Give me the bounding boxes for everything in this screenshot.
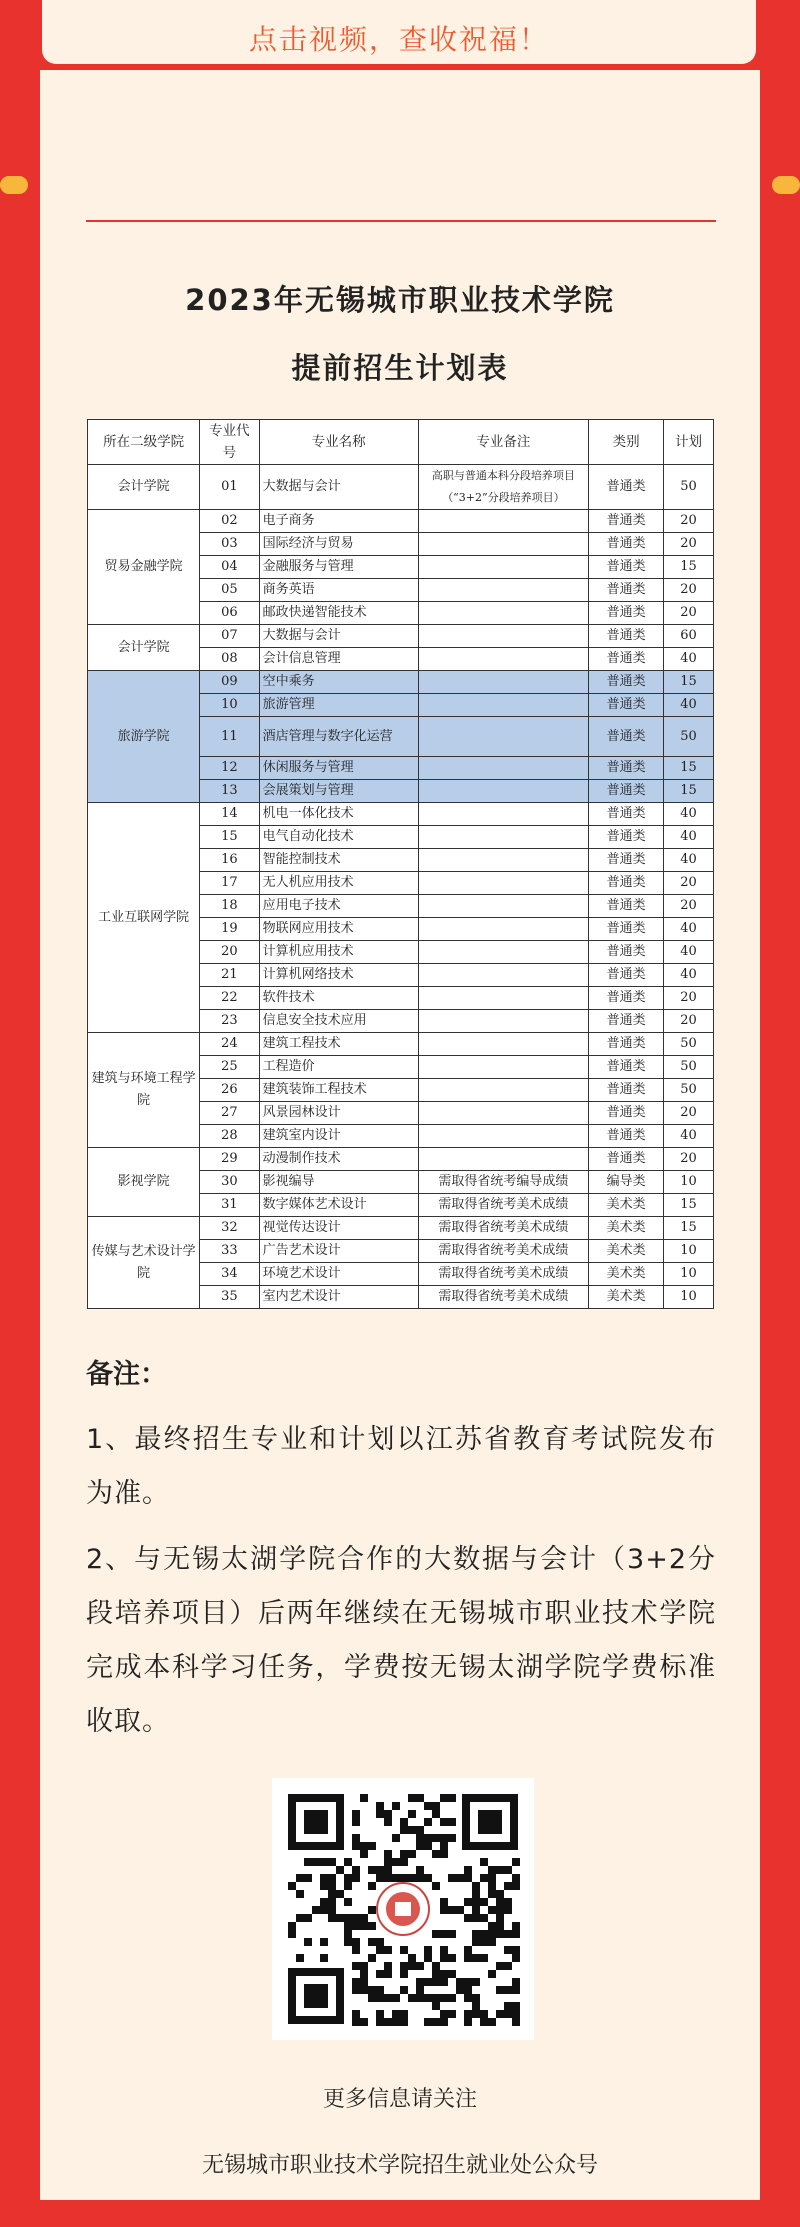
type-cell: 普通类: [589, 1010, 664, 1033]
name-cell: 电气自动化技术: [259, 826, 418, 849]
type-cell: 普通类: [589, 602, 664, 625]
note-cell: [418, 671, 589, 694]
name-cell: 信息安全技术应用: [259, 1010, 418, 1033]
type-cell: 美术类: [589, 1217, 664, 1240]
header-plan: 计划: [664, 420, 714, 465]
name-cell: 邮政快递智能技术: [259, 602, 418, 625]
type-cell: 美术类: [589, 1194, 664, 1217]
page-title: 2023年无锡城市职业技术学院: [185, 283, 615, 317]
table-header-row: [88, 420, 714, 465]
plan-cell: 15: [664, 757, 714, 780]
plan-cell: 20: [664, 987, 714, 1010]
type-cell: 美术类: [589, 1286, 664, 1309]
name-cell: 智能控制技术: [259, 849, 418, 872]
code-cell: 34: [200, 1263, 259, 1286]
plan-cell: 20: [664, 895, 714, 918]
code-cell: 13: [200, 780, 259, 803]
note-item: 2、与无锡太湖学院合作的大数据与会计（3+2分段培养项目）后两年继续在无锡城市职业技术学院完成本科学习任务，学费按无锡太湖学院学费标准收取。: [86, 1544, 716, 1737]
code-cell: 08: [200, 648, 259, 671]
note-cell: 需取得省统考编导成绩: [418, 1171, 589, 1194]
code-cell: 17: [200, 872, 259, 895]
college-cell: 建筑与环境工程学院: [88, 1033, 200, 1148]
page-subtitle: 提前招生计划表: [291, 351, 509, 385]
plan-cell: 20: [664, 602, 714, 625]
name-cell: 物联网应用技术: [259, 918, 418, 941]
note-cell: [418, 803, 589, 826]
type-cell: 普通类: [589, 803, 664, 826]
code-cell: 30: [200, 1171, 259, 1194]
name-cell: 金融服务与管理: [259, 556, 418, 579]
left-ornament: [0, 176, 28, 194]
header-note: 专业备注: [418, 420, 589, 465]
note-cell: [418, 602, 589, 625]
plan-cell: 10: [664, 1240, 714, 1263]
type-cell: 普通类: [589, 941, 664, 964]
note-cell: [418, 510, 589, 533]
table-row: [88, 1033, 714, 1056]
note-cell: [418, 941, 589, 964]
plan-cell: 20: [664, 579, 714, 602]
name-cell: 大数据与会计: [259, 625, 418, 648]
plan-cell: 40: [664, 941, 714, 964]
plan-cell: 50: [664, 1056, 714, 1079]
code-cell: 02: [200, 510, 259, 533]
name-cell: 机电一体化技术: [259, 803, 418, 826]
note-cell: [418, 849, 589, 872]
name-cell: 建筑装饰工程技术: [259, 1079, 418, 1102]
table-row: [88, 671, 714, 694]
note-cell: [418, 648, 589, 671]
type-cell: 普通类: [589, 1148, 664, 1171]
table-row: [88, 625, 714, 648]
table-row: [88, 1148, 714, 1171]
code-cell: 23: [200, 1010, 259, 1033]
code-cell: 26: [200, 1079, 259, 1102]
note-cell: [418, 1148, 589, 1171]
plan-cell: 40: [664, 648, 714, 671]
code-cell: 19: [200, 918, 259, 941]
code-cell: 22: [200, 987, 259, 1010]
name-cell: 建筑室内设计: [259, 1125, 418, 1148]
plan-cell: 40: [664, 826, 714, 849]
plan-cell: 40: [664, 694, 714, 717]
note-cell: 需取得省统考美术成绩: [418, 1286, 589, 1309]
code-cell: 12: [200, 757, 259, 780]
name-cell: 大数据与会计: [259, 465, 418, 510]
type-cell: 普通类: [589, 872, 664, 895]
name-cell: 会计信息管理: [259, 648, 418, 671]
plan-cell: 20: [664, 872, 714, 895]
code-cell: 06: [200, 602, 259, 625]
qr-code-image: [272, 1778, 534, 2040]
type-cell: 美术类: [589, 1240, 664, 1263]
college-cell: 会计学院: [88, 465, 200, 510]
type-cell: 普通类: [589, 987, 664, 1010]
finder-pattern-bl: [288, 1968, 344, 2024]
right-ornament: [772, 176, 800, 194]
notes-heading: 备注：: [86, 1359, 167, 1390]
plan-cell: 20: [664, 1148, 714, 1171]
type-cell: 普通类: [589, 465, 664, 510]
code-cell: 16: [200, 849, 259, 872]
enrollment-plan-table: [87, 419, 714, 1309]
note-cell: [418, 1079, 589, 1102]
code-cell: 27: [200, 1102, 259, 1125]
college-cell: 传媒与艺术设计学院: [88, 1217, 200, 1309]
name-cell: 休闲服务与管理: [259, 757, 418, 780]
type-cell: 美术类: [589, 1263, 664, 1286]
plan-cell: 20: [664, 510, 714, 533]
code-cell: 04: [200, 556, 259, 579]
code-cell: 21: [200, 964, 259, 987]
type-cell: 普通类: [589, 648, 664, 671]
plan-cell: 40: [664, 1125, 714, 1148]
type-cell: 普通类: [589, 1102, 664, 1125]
table-row: [88, 465, 714, 510]
name-cell: 影视编导: [259, 1171, 418, 1194]
plan-cell: 20: [664, 533, 714, 556]
finder-pattern-tl: [288, 1794, 344, 1850]
note-cell: [418, 1033, 589, 1056]
name-cell: 酒店管理与数字化运营: [259, 717, 418, 757]
code-cell: 25: [200, 1056, 259, 1079]
note-cell: [418, 1102, 589, 1125]
name-cell: 动漫制作技术: [259, 1148, 418, 1171]
plan-cell: 40: [664, 849, 714, 872]
note-cell: 高职与普通本科分段培养项目（“3+2”分段培养项目）: [418, 465, 589, 510]
account-name: 无锡城市职业技术学院招生就业处公众号: [201, 2153, 598, 2178]
code-cell: 01: [200, 465, 259, 510]
name-cell: 数字媒体艺术设计: [259, 1194, 418, 1217]
name-cell: 建筑工程技术: [259, 1033, 418, 1056]
banner-text: 点击视频，查收祝福！: [248, 23, 549, 56]
name-cell: 计算机网络技术: [259, 964, 418, 987]
type-cell: 普通类: [589, 579, 664, 602]
name-cell: 视觉传达设计: [259, 1217, 418, 1240]
plan-cell: 20: [664, 1102, 714, 1125]
code-cell: 31: [200, 1194, 259, 1217]
college-cell: 会计学院: [88, 625, 200, 671]
name-cell: 无人机应用技术: [259, 872, 418, 895]
name-cell: 环境艺术设计: [259, 1263, 418, 1286]
plan-cell: 15: [664, 1194, 714, 1217]
plan-cell: 10: [664, 1286, 714, 1309]
code-cell: 33: [200, 1240, 259, 1263]
name-cell: 商务英语: [259, 579, 418, 602]
type-cell: 普通类: [589, 717, 664, 757]
note-cell: [418, 717, 589, 757]
college-cell: 贸易金融学院: [88, 510, 200, 625]
type-cell: 普通类: [589, 964, 664, 987]
note-cell: [418, 895, 589, 918]
type-cell: 普通类: [589, 757, 664, 780]
plan-cell: 15: [664, 556, 714, 579]
college-cell: 旅游学院: [88, 671, 200, 803]
note-cell: [418, 780, 589, 803]
note-cell: [418, 579, 589, 602]
note-cell: [418, 872, 589, 895]
type-cell: 普通类: [589, 918, 664, 941]
name-cell: 空中乘务: [259, 671, 418, 694]
note-cell: [418, 1056, 589, 1079]
note-cell: [418, 987, 589, 1010]
type-cell: 普通类: [589, 895, 664, 918]
name-cell: 广告艺术设计: [259, 1240, 418, 1263]
video-banner[interactable]: [42, 0, 756, 64]
plan-cell: 40: [664, 964, 714, 987]
follow-caption: 更多信息请关注: [322, 2087, 477, 2112]
type-cell: 普通类: [589, 556, 664, 579]
name-cell: 风景园林设计: [259, 1102, 418, 1125]
code-cell: 20: [200, 941, 259, 964]
note-cell: [418, 826, 589, 849]
code-cell: 32: [200, 1217, 259, 1240]
notes-section: [86, 1352, 716, 1761]
name-cell: 会展策划与管理: [259, 780, 418, 803]
type-cell: 普通类: [589, 694, 664, 717]
type-cell: 普通类: [589, 625, 664, 648]
note-cell: [418, 694, 589, 717]
note-cell: [418, 964, 589, 987]
table-row: [88, 510, 714, 533]
plan-cell: 15: [664, 1217, 714, 1240]
type-cell: 普通类: [589, 1079, 664, 1102]
type-cell: 普通类: [589, 826, 664, 849]
note-cell: 需取得省统考美术成绩: [418, 1240, 589, 1263]
code-cell: 29: [200, 1148, 259, 1171]
table-row: [88, 803, 714, 826]
plan-cell: 50: [664, 717, 714, 757]
plan-cell: 10: [664, 1171, 714, 1194]
type-cell: 普通类: [589, 671, 664, 694]
note-cell: [418, 533, 589, 556]
code-cell: 35: [200, 1286, 259, 1309]
note-item: 1、最终招生专业和计划以江苏省教育考试院发布为准。: [86, 1424, 716, 1509]
note-cell: [418, 757, 589, 780]
note-cell: 需取得省统考美术成绩: [418, 1263, 589, 1286]
type-cell: 普通类: [589, 780, 664, 803]
code-cell: 14: [200, 803, 259, 826]
divider: [86, 220, 716, 222]
name-cell: 旅游管理: [259, 694, 418, 717]
code-cell: 05: [200, 579, 259, 602]
note-cell: [418, 625, 589, 648]
code-cell: 03: [200, 533, 259, 556]
plan-cell: 15: [664, 671, 714, 694]
type-cell: 普通类: [589, 849, 664, 872]
plan-cell: 40: [664, 803, 714, 826]
plan-cell: 40: [664, 918, 714, 941]
type-cell: 普通类: [589, 1033, 664, 1056]
name-cell: 计算机应用技术: [259, 941, 418, 964]
note-cell: [418, 1010, 589, 1033]
code-cell: 11: [200, 717, 259, 757]
plan-cell: 50: [664, 465, 714, 510]
plan-cell: 15: [664, 780, 714, 803]
college-cell: 影视学院: [88, 1148, 200, 1217]
finder-pattern-tr: [462, 1794, 518, 1850]
header-name: 专业名称: [259, 420, 418, 465]
type-cell: 普通类: [589, 1125, 664, 1148]
note-cell: 需取得省统考美术成绩: [418, 1217, 589, 1240]
plan-cell: 50: [664, 1079, 714, 1102]
name-cell: 工程造价: [259, 1056, 418, 1079]
header-type: 类别: [589, 420, 664, 465]
table-row: [88, 1217, 714, 1240]
type-cell: 普通类: [589, 533, 664, 556]
type-cell: 普通类: [589, 1056, 664, 1079]
college-cell: 工业互联网学院: [88, 803, 200, 1033]
header-college: 所在二级学院: [88, 420, 200, 465]
note-cell: [418, 556, 589, 579]
type-cell: 普通类: [589, 510, 664, 533]
name-cell: 国际经济与贸易: [259, 533, 418, 556]
type-cell: 编导类: [589, 1171, 664, 1194]
name-cell: 电子商务: [259, 510, 418, 533]
plan-cell: 20: [664, 1010, 714, 1033]
header-code: 专业代号: [200, 420, 259, 465]
code-cell: 18: [200, 895, 259, 918]
plan-cell: 50: [664, 1033, 714, 1056]
note-cell: 需取得省统考美术成绩: [418, 1194, 589, 1217]
name-cell: 应用电子技术: [259, 895, 418, 918]
name-cell: 室内艺术设计: [259, 1286, 418, 1309]
code-cell: 09: [200, 671, 259, 694]
note-cell: [418, 918, 589, 941]
name-cell: 软件技术: [259, 987, 418, 1010]
school-logo-icon: [377, 1883, 429, 1935]
plan-cell: 60: [664, 625, 714, 648]
plan-cell: 10: [664, 1263, 714, 1286]
code-cell: 28: [200, 1125, 259, 1148]
code-cell: 24: [200, 1033, 259, 1056]
code-cell: 15: [200, 826, 259, 849]
code-cell: 10: [200, 694, 259, 717]
note-cell: [418, 1125, 589, 1148]
code-cell: 07: [200, 625, 259, 648]
